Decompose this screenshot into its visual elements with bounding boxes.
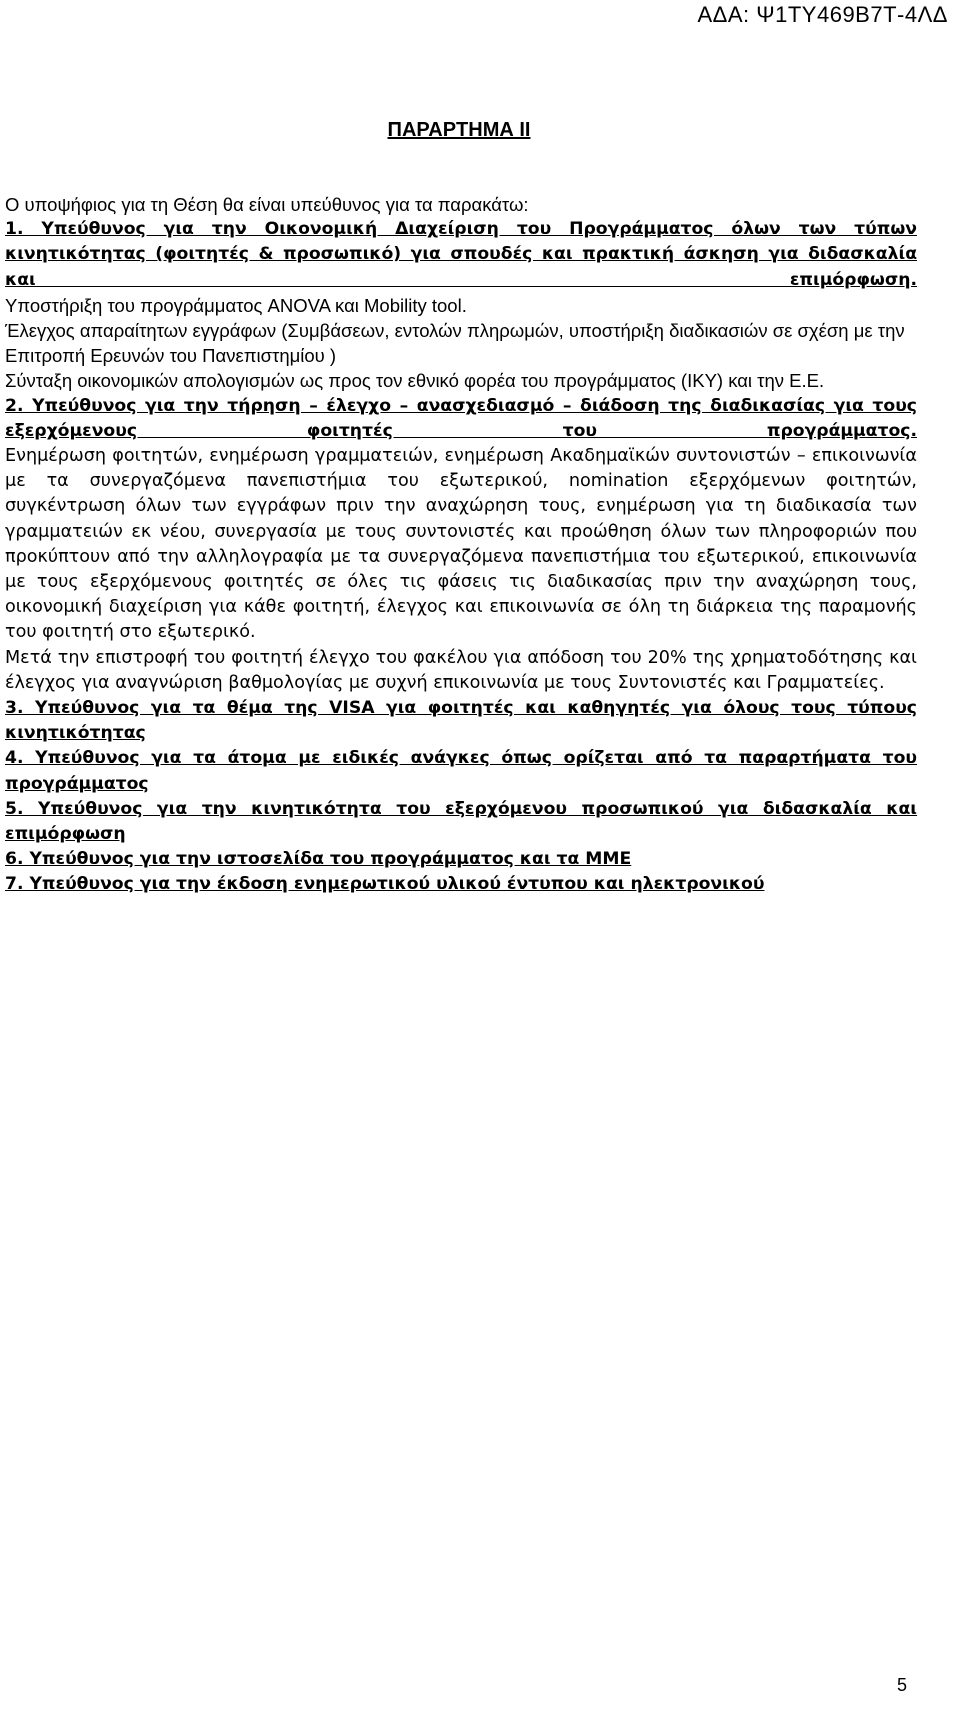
section-3-heading: 3. Υπεύθυνος για τα θέμα της VISA για φοιτητές και καθηγητές για όλους τους τύπους κινητικότητας <box>5 698 917 744</box>
section-1-control: Έλεγχος απαραίτητων εγγράφων (Συμβάσεων, εντολών πληρωμών, υποστήριξη διαδικασιών σε σχέση με την Επιτροπή Ερευνών του Πανεπιστημίου ) <box>5 320 905 367</box>
intro-text: Ο υποψήφιος για τη Θέση θα είναι υπεύθυνος για τα παρακάτω: <box>5 194 529 215</box>
document-title: ΠΑΡΑΡΤΗΜΑ ΙΙ <box>387 119 531 141</box>
section-1-reports: Σύνταξη οικονομικών απολογισμών ως προς τον εθνικό φορέα του προγράμματος (ΙΚΥ) και την Ε.Ε. <box>5 370 825 392</box>
section-2-heading: 2. Υπεύθυνος για την τήρηση – έλεγχο – ανασχεδιασμό – διάδοση της διαδικασίας για τους εξερχόμενους φοιτητές του προγράμματος. <box>5 395 917 441</box>
section-4-heading: 4. Υπεύθυνος για τα άτομα με ειδικές ανάγκες όπως ορίζεται από τα παραρτήματα του προγράμματος <box>5 748 917 794</box>
section-2-paragraph-1: Ενημέρωση φοιτητών, ενημέρωση γραμματειών, ενημέρωση Ακαδημαϊκών συντονιστών – επικοινωνία με τα συνεργαζόμενα πανεπιστήμια του εξωτερικού, nomination εξερχόμενων φοιτητών, συγκέντρωση όλων των εγγράφων πριν την αναχώρηση τους, ενημέρωση για τη διαδικασία των γραμματειών εκ νέου, συνεργασία με τους συντονιστές και προώθηση όλων των πληροφοριών που προκύπτουν από την αλληλογραφία με τα συνεργαζόμενα πανεπιστήμια του εξωτερικού, επικοινωνία με τους εξερχόμενους φοιτητές σε όλες τις φάσεις τις διαδικασίας πριν την αναχώρηση τους, οικονομική διαχείριση για κάθε φοιτητή, έλεγχος και επικοινωνία σε όλη τη διάρκεια της παραμονής του φοιτητή στο εξωτερικό. <box>5 446 917 643</box>
page-number: 5 <box>897 1675 908 1695</box>
section-1-support: Υποστήριξη του προγράμματος ANOVA και Mobility tool. <box>5 294 467 316</box>
section-5-heading: 5. Υπεύθυνος για την κινητικότητα του εξερχόμενου προσωπικού για διδασκαλία και επιμόρφωση <box>5 798 917 845</box>
section-1-heading: 1. Υπεύθυνος για την Οικονομική Διαχείριση του Προγράμματος όλων των τύπων κινητικότητας (φοιτητές & προσωπικό) για σπουδές και πρακτική άσκηση για διδασκαλία και επιμόρφωση. <box>5 219 917 290</box>
section-7-heading: 7. Υπεύθυνος για την έκδοση ενημερωτικού υλικού έντυπου και ηλεκτρονικού <box>5 874 765 895</box>
section-2-paragraph-2: Μετά την επιστροφή του φοιτητή έλεγχο του φακέλου για απόδοση του 20% της χρηματοδότησης και έλεγχος για αναγνώριση βαθμολογίας με συχνή επικοινωνία με τους Συντονιστές και Γραμματείες. <box>5 647 917 693</box>
section-6-heading: 6. Υπεύθυνος για την ιστοσελίδα του προγράμματος και τα ΜΜΕ <box>5 849 632 870</box>
document-body <box>5 192 917 898</box>
ada-code: ΑΔΑ: Ψ1ΤΥ469Β7Τ-4ΛΔ <box>697 2 948 27</box>
